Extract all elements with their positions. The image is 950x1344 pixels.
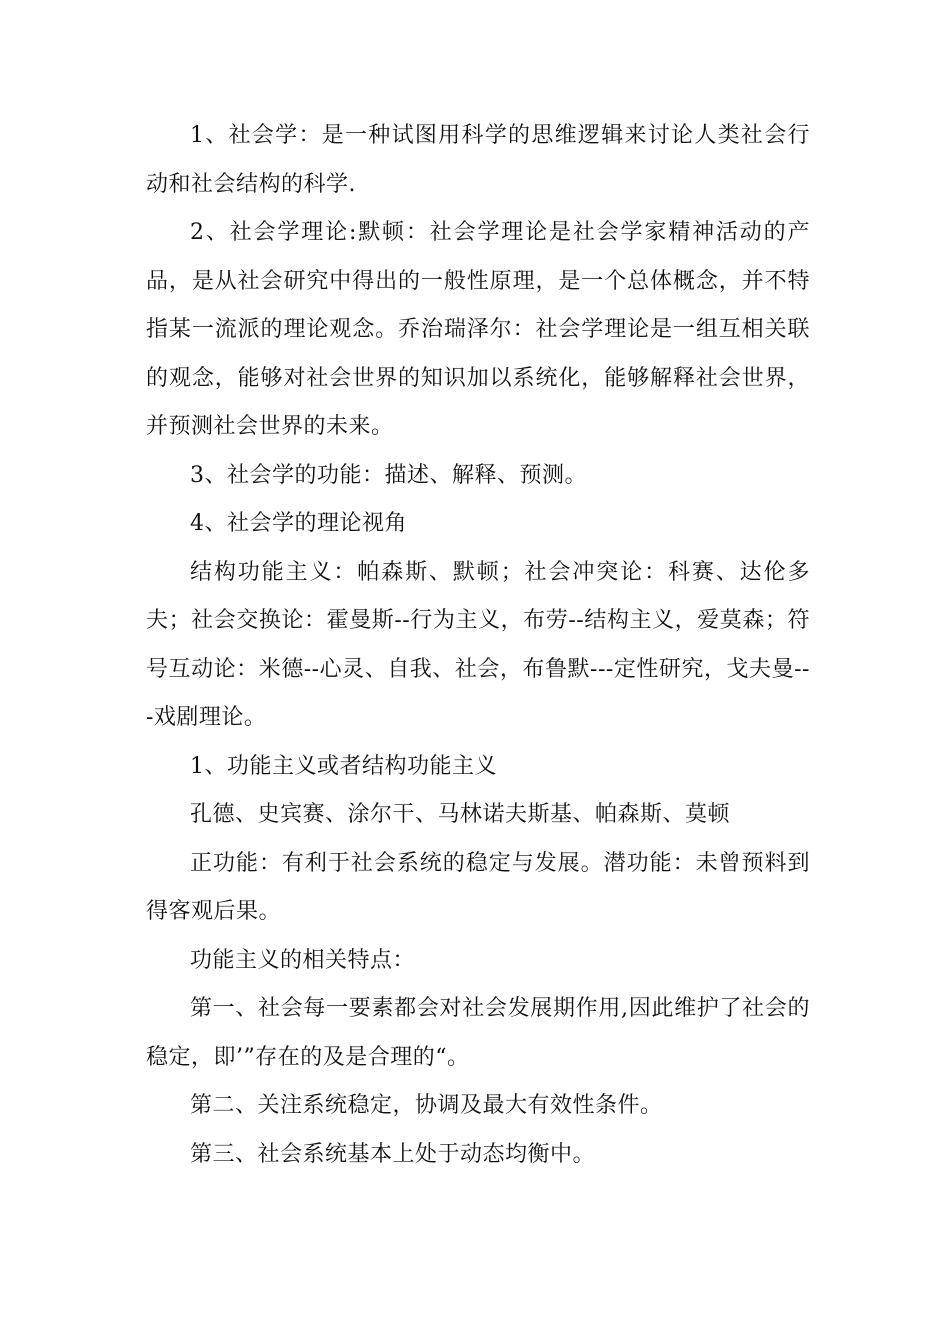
paragraph-feature-two: 第二、关注系统稳定，协调及最大有效性条件。 xyxy=(190,1093,663,1118)
document-body xyxy=(146,112,810,1179)
paragraph-theory-schools: 结构功能主义：帕森斯、默顿；社会冲突论：科赛、达伦多夫；社会交换论：霍曼斯--行为主义，布劳--结构主义，爱莫森；符号互动论：米德--心灵、自我、社会，布鲁默---定性研究，戈夫曼---戏剧理论。 xyxy=(146,559,810,730)
paragraph-functionalism-heading: 1、功能主义或者结构功能主义 xyxy=(190,753,497,779)
paragraph-functionalism-scholars: 孔德、史宾赛、涂尔干、马林诺夫斯基、帕森斯、莫顿 xyxy=(190,802,731,827)
paragraph-sociology-functions: 3、社会学的功能：描述、解释、预测。 xyxy=(190,462,587,488)
paragraph-sociology-definition: 1、社会学：是一种试图用科学的思维逻辑来讨论人类社会行动和社会结构的科学. xyxy=(146,123,810,197)
paragraph-theory-perspectives-heading: 4、社会学的理论视角 xyxy=(190,511,407,536)
paragraph-functionalism-features-heading: 功能主义的相关特点： xyxy=(190,947,416,973)
paragraph-feature-one: 第一、社会每一要素都会对社会发展期作用,因此维护了社会的稳定，即’”存在的及是合理的“。 xyxy=(146,996,810,1070)
paragraph-feature-three: 第三、社会系统基本上处于动态均衡中。 xyxy=(190,1141,596,1167)
paragraph-manifest-latent-functions: 正功能：有利于社会系统的稳定与发展。潜功能：未曾预料到得客观后果。 xyxy=(146,850,810,924)
paragraph-sociological-theory: 2、社会学理论:默顿：社会学理论是社会学家精神活动的产品，是从社会研究中得出的一般性原理，是一个总体概念，并不特指某一流派的理论观念。乔治瑞泽尔：社会学理论是一组互相关联的观念，能够对社会世界的知识加以系统化，能够解释社会世界，并预测社会世界的未来。 xyxy=(146,220,810,439)
